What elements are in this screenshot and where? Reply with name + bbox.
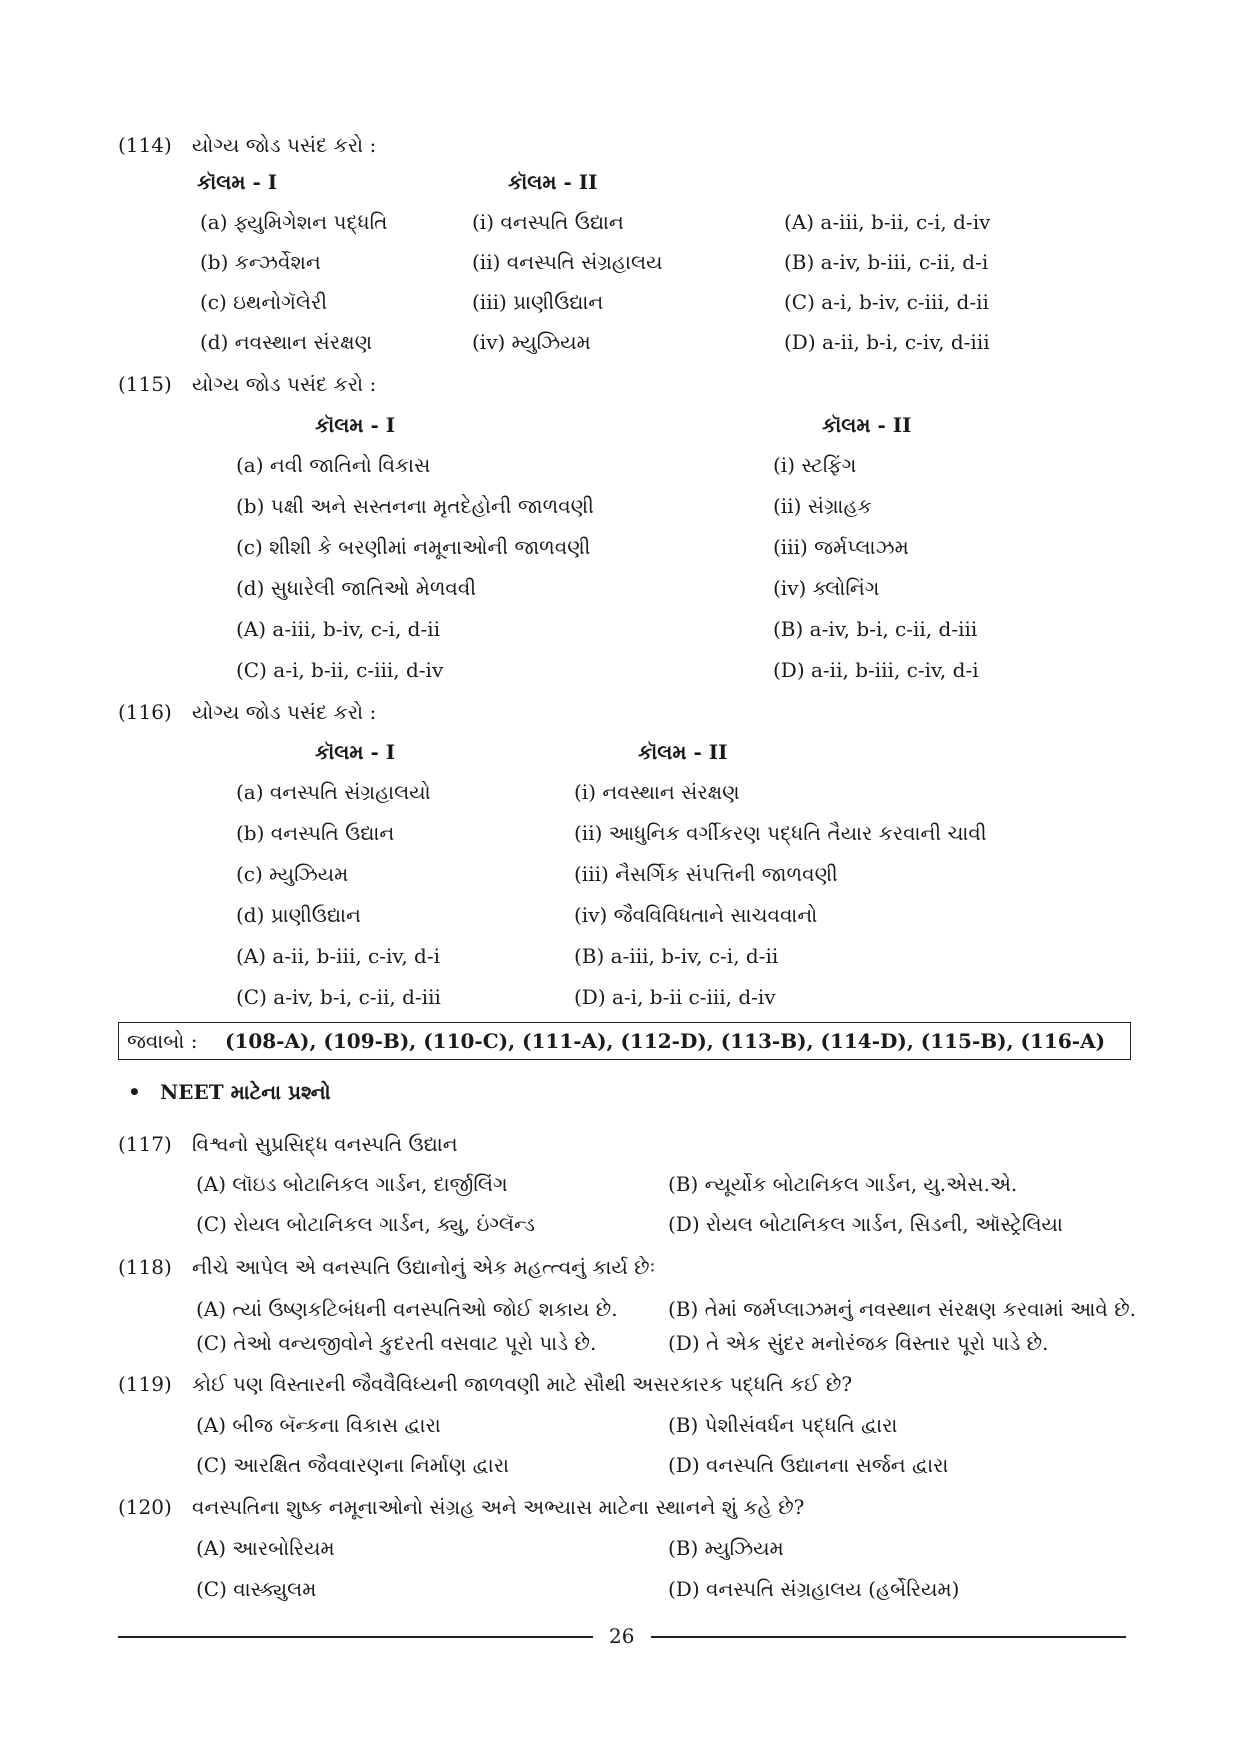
q118-option-c: (C) તેઓ વન્યજીવોને કુદરતી વસવાટ પૂરો પાડે છે. xyxy=(196,1331,597,1355)
q116-col2-head: કૉલમ - II xyxy=(638,740,728,764)
q117-number: (117) xyxy=(118,1132,172,1156)
q114-col2-ii: (ii) વનસ્પતિ સંગ્રહાલય xyxy=(472,250,663,274)
footer-rule-right xyxy=(651,1636,1126,1638)
q115-text: યોગ્ય જોડ પસંદ કરો : xyxy=(192,372,377,396)
q116-col1-d: (d) પ્રાણીઉદ્યાન xyxy=(236,903,361,927)
q120-number: (120) xyxy=(118,1495,172,1519)
q116-col1-b: (b) વનસ્પતિ ઉદ્યાન xyxy=(236,821,395,845)
answers-values: (108-A), (109-B), (110-C), (111-A), (112-D), (113-B), (114-D), (115-B), (116-A) xyxy=(225,1029,1106,1053)
q120-option-d: (D) વનસ્પતિ સંગ્રહાલય (હર્બેરિયમ) xyxy=(668,1577,960,1601)
q118-option-b: (B) તેમાં જર્મપ્લાઝમનું નવસ્થાન સંરક્ષણ કરવામાં આવે છે. xyxy=(668,1297,1137,1321)
q119-text: કોઈ પણ વિસ્તારની જૈવવૈવિધ્યની જાળવણી માટે સૌથી અસરકારક પદ્ધતિ કઈ છે? xyxy=(192,1372,853,1396)
answers-box xyxy=(118,1022,1131,1060)
q115-col2-head: કૉલમ - II xyxy=(822,413,912,437)
q115-col2-i: (i) સ્ટફિંગ xyxy=(773,453,857,477)
q114-col2-i: (i) વનસ્પતિ ઉદ્યાન xyxy=(472,210,624,234)
q115-col1-c: (c) શીશી કે બરણીમાં નમૂનાઓની જાળવણી xyxy=(236,535,591,559)
q116-col1-head: કૉલમ - I xyxy=(315,740,396,764)
q114-option-b: (B) a-iv, b-iii, c-ii, d-i xyxy=(784,250,989,274)
q119-option-d: (D) વનસ્પતિ ઉદ્યાનના સર્જન દ્વારા xyxy=(668,1453,949,1477)
q117-option-a: (A) લૉઇડ બોટાનિકલ ગાર્ડન, દાર્જીલિંગ xyxy=(196,1172,508,1196)
q114-text: યોગ્ય જોડ પસંદ કરો : xyxy=(192,133,377,157)
q116-col2-i: (i) નવસ્થાન સંરક્ષણ xyxy=(574,780,740,804)
q117-option-d: (D) રોયલ બોટાનિકલ ગાર્ડન, સિડની, ઑસ્ટ્રેલિયા xyxy=(668,1212,1063,1236)
q115-col2-iv: (iv) ક્લોનિંગ xyxy=(773,576,880,600)
q119-option-b: (B) પેશીસંવર્ધન પદ્ધતિ દ્વારા xyxy=(668,1413,898,1437)
q115-number: (115) xyxy=(118,372,172,396)
q120-text: વનસ્પતિના શુષ્ક નમૂનાઓનો સંગ્રહ અને અભ્યાસ માટેના સ્થાનને શું કહે છે? xyxy=(192,1495,805,1519)
q115-col1-a: (a) નવી જાતિનો વિકાસ xyxy=(236,453,431,477)
q114-col1-c: (c) ઇથનોગૅલેરી xyxy=(200,290,328,314)
q115-col2-iii: (iii) જર્મપ્લાઝમ xyxy=(773,535,909,559)
q115-option-d: (D) a-ii, b-iii, c-iv, d-i xyxy=(773,658,979,682)
q115-col2-ii: (ii) સંગ્રાહક xyxy=(773,494,872,518)
q114-col1-d: (d) નવસ્થાન સંરક્ષણ xyxy=(200,330,373,354)
q114-option-c: (C) a-i, b-iv, c-iii, d-ii xyxy=(784,290,989,314)
q118-number: (118) xyxy=(118,1255,172,1279)
neet-bullet: • xyxy=(128,1080,141,1104)
q116-option-d: (D) a-i, b-ii c-iii, d-iv xyxy=(574,985,776,1009)
q114-col2-iii: (iii) પ્રાણીઉદ્યાન xyxy=(472,290,604,314)
q114-number: (114) xyxy=(118,133,172,157)
q114-col2-iv: (iv) મ્યુઝિયમ xyxy=(472,330,591,354)
q118-option-a: (A) ત્યાં ઉષ્ણકટિબંધની વનસ્પતિઓ જોઈ શકાય છે. xyxy=(196,1297,618,1321)
q118-option-d: (D) તે એક સુંદર મનોરંજક વિસ્તાર પૂરો પાડે છે. xyxy=(668,1331,1049,1355)
q116-col2-ii: (ii) આધુનિક વર્ગીકરણ પદ્ધતિ તૈયાર કરવાની ચાવી xyxy=(574,821,987,845)
page-number: 26 xyxy=(609,1624,635,1648)
q120-option-a: (A) આરબોરિયમ xyxy=(196,1536,335,1560)
q116-number: (116) xyxy=(118,700,172,724)
q114-col1-head: કૉલમ - I xyxy=(197,170,278,194)
q120-option-c: (C) વાસ્ક્યુલમ xyxy=(196,1577,317,1601)
q116-col1-c: (c) મ્યુઝિયમ xyxy=(236,862,349,886)
q116-col2-iv: (iv) જૈવવિવિધતાને સાચવવાનો xyxy=(574,903,818,927)
q116-option-a: (A) a-ii, b-iii, c-iv, d-i xyxy=(236,944,441,968)
q117-option-c: (C) રોયલ બોટાનિકલ ગાર્ડન, ક્યુ, ઇંગ્લૅન્ડ xyxy=(196,1212,536,1236)
q115-col1-b: (b) પક્ષી અને સસ્તનના મૃતદેહોની જાળવણી xyxy=(236,494,594,518)
q115-option-c: (C) a-i, b-ii, c-iii, d-iv xyxy=(236,658,444,682)
q116-text: યોગ્ય જોડ પસંદ કરો : xyxy=(192,700,377,724)
q120-option-b: (B) મ્યુઝિયમ xyxy=(668,1536,784,1560)
q119-option-c: (C) આરક્ષિત જૈવવારણના નિર્માણ દ્વારા xyxy=(196,1453,510,1477)
answers-label: જવાબો : xyxy=(127,1029,198,1053)
q115-col1-head: કૉલમ - I xyxy=(315,413,396,437)
q118-text: નીચે આપેલ એ વનસ્પતિ ઉદ્યાનોનું એક મહત્ત્વનું કાર્ય છેઃ xyxy=(192,1255,656,1279)
q116-option-c: (C) a-iv, b-i, c-ii, d-iii xyxy=(236,985,441,1009)
footer-rule-left xyxy=(118,1636,593,1638)
q114-col1-a: (a) ફ્યુમિગેશન પદ્ધતિ xyxy=(200,210,388,234)
q116-col2-iii: (iii) નૈસર્ગિક સંપત્તિની જાળવણી xyxy=(574,862,838,886)
q116-col1-a: (a) વનસ્પતિ સંગ્રહાલયો xyxy=(236,780,431,804)
q117-text: વિશ્વનો સુપ્રસિદ્ધ વનસ્પતિ ઉદ્યાન xyxy=(192,1132,458,1156)
q117-option-b: (B) ન્યૂર્યોક બોટાનિકલ ગાર્ડન, યુ.એસ.એ. xyxy=(668,1172,1018,1196)
q115-option-a: (A) a-iii, b-iv, c-i, d-ii xyxy=(236,617,441,641)
q114-col2-head: કૉલમ - II xyxy=(508,170,598,194)
q119-option-a: (A) બીજ બૅન્કના વિકાસ દ્વારા xyxy=(196,1413,441,1437)
q116-option-b: (B) a-iii, b-iv, c-i, d-ii xyxy=(574,944,779,968)
q114-option-a: (A) a-iii, b-ii, c-i, d-iv xyxy=(784,210,991,234)
q115-option-b: (B) a-iv, b-i, c-ii, d-iii xyxy=(773,617,978,641)
q114-option-d: (D) a-ii, b-i, c-iv, d-iii xyxy=(784,330,990,354)
q114-col1-b: (b) કન્ઝર્વેશન xyxy=(200,250,321,274)
q115-col1-d: (d) સુધારેલી જાતિઓ મેળવવી xyxy=(236,576,477,600)
neet-heading: NEET માટેના પ્રશ્નો xyxy=(160,1080,331,1104)
q119-number: (119) xyxy=(118,1372,172,1396)
